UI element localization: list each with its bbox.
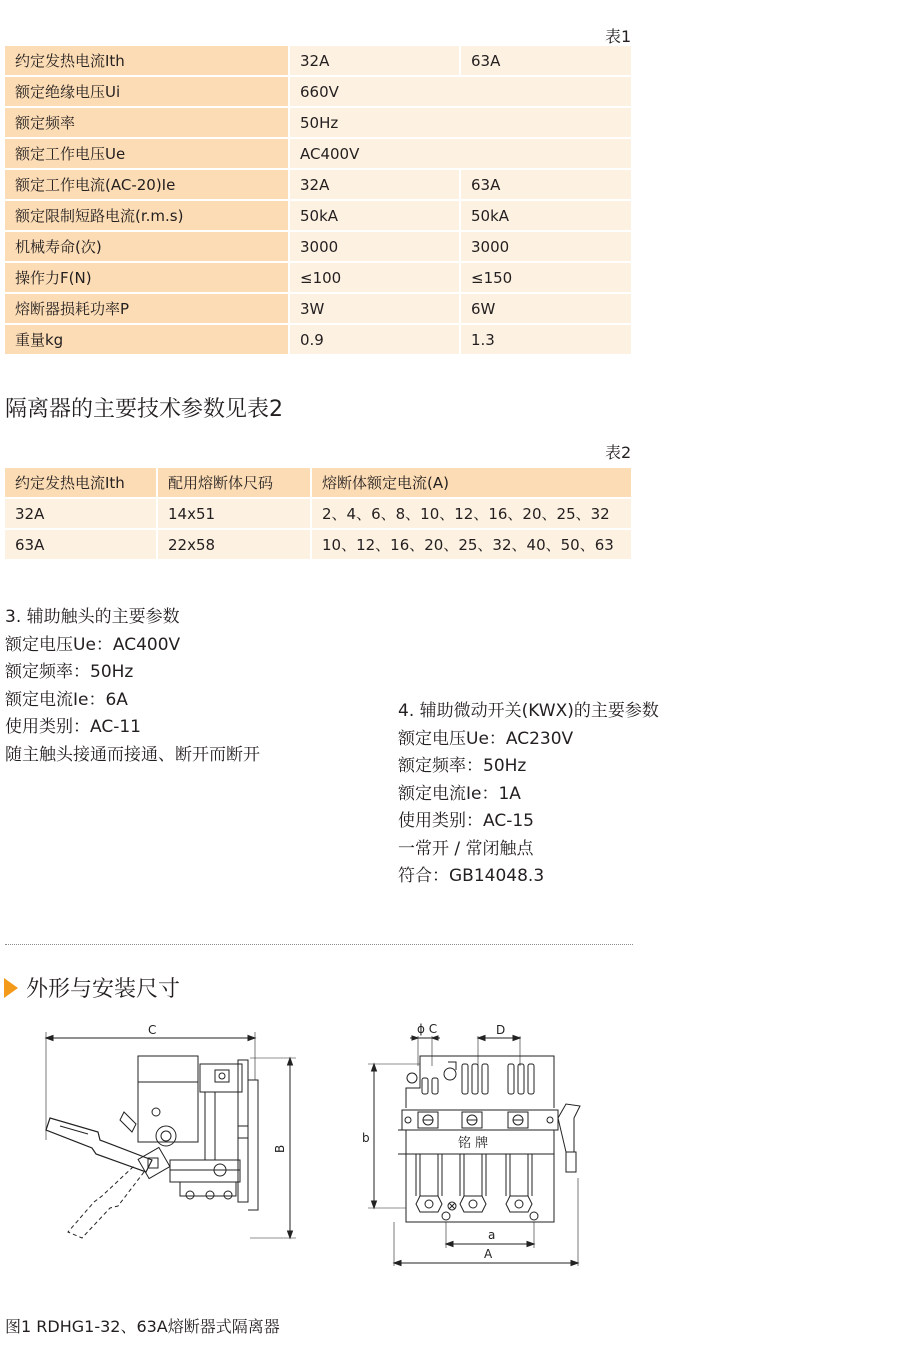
kwx-param-line: 符合：GB14048.3 bbox=[398, 866, 545, 886]
table1-label: 表1 bbox=[605, 27, 632, 46]
table1-row bbox=[5, 139, 631, 170]
table1-value-63a: 63A bbox=[461, 46, 631, 77]
table2-header-cell: 配用熔断体尺码 bbox=[158, 468, 312, 499]
table1-value-63a: 1.3 bbox=[461, 325, 631, 356]
table1-key: 操作力F(N) bbox=[5, 263, 290, 294]
dim-d-label: D bbox=[496, 1023, 506, 1037]
table1-key: 额定工作电压Ue bbox=[5, 139, 290, 170]
spec-table-1 bbox=[5, 46, 631, 356]
table1-key: 额定绝缘电压Ui bbox=[5, 77, 290, 108]
table2-cell: 14x51 bbox=[158, 499, 312, 530]
table1-value: AC400V bbox=[290, 139, 631, 170]
table1-key: 额定限制短路电流(r.m.s) bbox=[5, 201, 290, 232]
table1-row bbox=[5, 232, 631, 263]
table1-value-63a: 50kA bbox=[461, 201, 631, 232]
table2-cell: 32A bbox=[5, 499, 158, 530]
table1-row bbox=[5, 263, 631, 294]
table1-key: 约定发热电流Ith bbox=[5, 46, 290, 77]
table2-header-row bbox=[5, 468, 631, 499]
table1-value-32a: 3W bbox=[290, 294, 461, 325]
aux-param-line: 使用类别：AC-11 bbox=[5, 717, 141, 737]
table1-row bbox=[5, 77, 631, 108]
side-view-drawing bbox=[40, 1020, 300, 1250]
table2-cell: 10、12、16、20、25、32、40、50、63 bbox=[312, 530, 631, 561]
table1-row bbox=[5, 325, 631, 356]
table1-value-32a: 3000 bbox=[290, 232, 461, 263]
table1-key: 额定频率 bbox=[5, 108, 290, 139]
aux-param-line: 额定频率：50Hz bbox=[5, 662, 134, 682]
dim-c-label: C bbox=[148, 1023, 157, 1037]
table2-cell: 63A bbox=[5, 530, 158, 561]
table1-value-32a: 50kA bbox=[290, 201, 461, 232]
dim-a-large-label: A bbox=[484, 1247, 493, 1261]
table1-value-63a: ≤150 bbox=[461, 263, 631, 294]
kwx-param-line: 额定频率：50Hz bbox=[398, 756, 527, 776]
dim-b-small-label: b bbox=[362, 1131, 370, 1145]
table2-label: 表2 bbox=[605, 443, 632, 462]
table2-row bbox=[5, 499, 631, 530]
table2-row bbox=[5, 530, 631, 561]
table1-value-63a: 63A bbox=[461, 170, 631, 201]
kwx-param-line: 额定电流Ie：1A bbox=[398, 783, 521, 804]
section-title bbox=[4, 972, 180, 1003]
aux-param-line: 随主触头接通而接通、断开而断开 bbox=[5, 744, 260, 765]
dim-b-label: B bbox=[273, 1144, 287, 1153]
kwx-param-line: 使用类别：AC-15 bbox=[398, 811, 534, 831]
table1-row bbox=[5, 46, 631, 77]
table1-value-32a: 0.9 bbox=[290, 325, 461, 356]
table1-value-32a: 32A bbox=[290, 170, 461, 201]
section-title-text: 外形与安装尺寸 bbox=[26, 977, 181, 1002]
dim-a-small-label: a bbox=[488, 1228, 496, 1242]
spec-table-2 bbox=[5, 468, 631, 561]
play-arrow-icon bbox=[4, 978, 18, 998]
table1-row bbox=[5, 294, 631, 325]
table1-key: 机械寿命(次) bbox=[5, 232, 290, 263]
aux-contacts-title: 3. 辅助触头的主要参数 bbox=[5, 607, 180, 627]
micro-switch-params bbox=[398, 698, 659, 891]
front-view-drawing bbox=[360, 1018, 590, 1270]
table1-value: 660V bbox=[290, 77, 631, 108]
dim-phi-c-label: ϕ C bbox=[417, 1022, 438, 1036]
table1-key: 重量kg bbox=[5, 325, 290, 356]
nameplate-label: 铭 牌 bbox=[458, 1136, 489, 1151]
aux-param-line: 额定电压Ue：AC400V bbox=[5, 634, 181, 655]
table2-heading: 隔离器的主要技术参数见表2 bbox=[5, 397, 283, 422]
kwx-param-line: 一常开 / 常闭触点 bbox=[398, 838, 534, 859]
table1-row bbox=[5, 201, 631, 232]
table2-cell: 2、4、6、8、10、12、16、20、25、32 bbox=[312, 499, 631, 530]
table1-value-32a: 32A bbox=[290, 46, 461, 77]
table2-header-cell: 约定发热电流Ith bbox=[5, 468, 158, 499]
table1-key: 熔断器损耗功率P bbox=[5, 294, 290, 325]
table2-header-cell: 熔断体额定电流(A) bbox=[312, 468, 631, 499]
aux-contacts-params bbox=[5, 604, 260, 769]
aux-param-line: 额定电流Ie：6A bbox=[5, 689, 128, 710]
micro-switch-title: 4. 辅助微动开关(KWX)的主要参数 bbox=[398, 701, 659, 721]
kwx-param-line: 额定电压Ue：AC230V bbox=[398, 728, 574, 749]
table1-value-63a: 3000 bbox=[461, 232, 631, 263]
dotted-divider bbox=[5, 944, 633, 945]
table2-cell: 22x58 bbox=[158, 530, 312, 561]
table1-row bbox=[5, 170, 631, 201]
table1-row bbox=[5, 108, 631, 139]
table1-value: 50Hz bbox=[290, 108, 631, 139]
table1-value-32a: ≤100 bbox=[290, 263, 461, 294]
table1-value-63a: 6W bbox=[461, 294, 631, 325]
table1-key: 额定工作电流(AC-20)Ie bbox=[5, 170, 290, 201]
figure-caption: 图1 RDHG1-32、63A熔断器式隔离器 bbox=[5, 1317, 280, 1336]
